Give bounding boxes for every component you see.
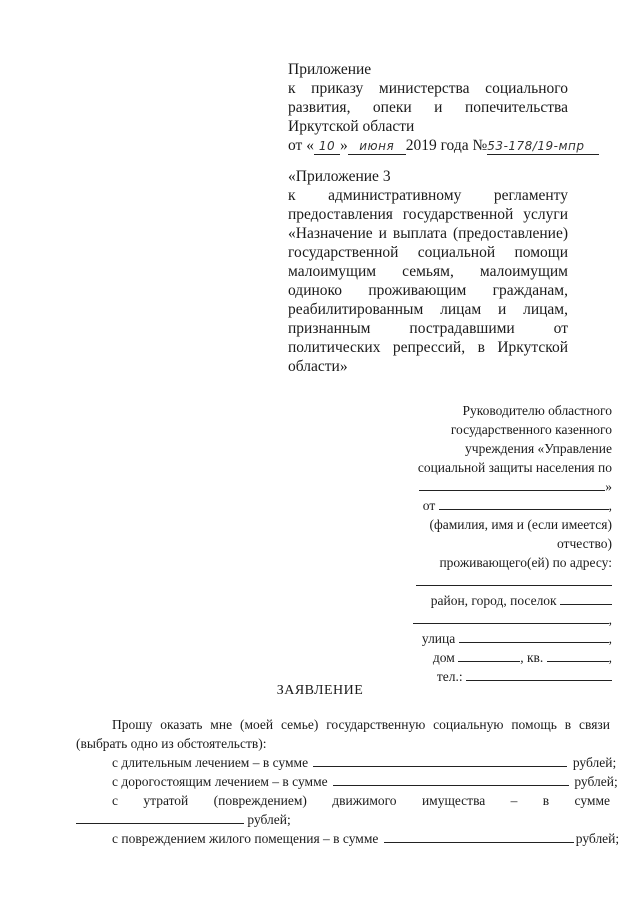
option-housing-damage[interactable] [76, 829, 620, 848]
phone-label: тел.: [436, 669, 463, 684]
document-title: ЗАЯВЛЕНИЕ [276, 683, 364, 698]
item3-word: имущества [421, 793, 486, 808]
appendix-line-2: развития, опеки и попечительства [288, 99, 568, 116]
name-hint: (фамилия, имя и (если имеется) [429, 517, 612, 532]
regulation-appendix-block [288, 167, 568, 376]
addressee-block [382, 401, 612, 686]
street-field[interactable]: улица , [421, 631, 612, 646]
option-property-loss[interactable] [76, 791, 610, 810]
appendix-line-3: Иркутской области [288, 118, 415, 135]
appendix-line-1: к приказу министерства социального [288, 80, 568, 97]
house-field[interactable]: дом , кв. , [432, 650, 612, 665]
addressee-line-4: социальной защиты населения по [417, 460, 612, 475]
department-name-field[interactable] [382, 477, 612, 496]
apt-label: , кв. [520, 650, 544, 665]
appendix-date-line [288, 136, 585, 155]
application-body [76, 715, 620, 848]
appendix-heading: Приложение [288, 61, 372, 78]
residing-label: проживающего(ей) по адресу: [439, 555, 612, 570]
item3-word: – [510, 793, 518, 808]
order-number-handwritten: 53-178/19-мпр [487, 139, 599, 155]
item4-label: с повреждением жилого помещения – в сумме [112, 831, 379, 846]
address-line-field[interactable] [382, 572, 612, 591]
rub-label: рублей; [247, 812, 291, 827]
item3-word: сумме [574, 793, 610, 808]
option-expensive-treatment[interactable] [76, 772, 618, 791]
addressee-line-2: государственного казенного [450, 422, 612, 437]
address-line-2-field[interactable]: , [382, 610, 612, 629]
appendix3-line: предоставления государственной услуги [288, 206, 568, 223]
option-property-amount-field[interactable] [76, 810, 610, 829]
date-day-handwritten: 10 [314, 139, 340, 155]
rub-label: рублей; [572, 755, 617, 770]
option-long-treatment[interactable] [76, 753, 617, 772]
appendix3-heading: «Приложение 3 [288, 168, 391, 185]
item1-label: с длительным лечением – в сумме [112, 755, 309, 770]
quote-close: » [605, 479, 612, 494]
appendix3-line: признанным пострадавшими от [288, 320, 568, 337]
name-hint-2: отчество) [556, 536, 612, 551]
date-month-handwritten: июня [348, 139, 406, 155]
district-field[interactable] [382, 591, 612, 610]
appendix3-line: политических репрессий, в Иркутской [288, 339, 568, 356]
rub-label: рублей; [574, 774, 618, 789]
date-prefix: от « [288, 137, 314, 154]
appendix3-line: государственной социальной помощи [288, 244, 568, 261]
item3-word: движимого [332, 793, 397, 808]
item3-word: утратой [143, 793, 189, 808]
item3-word: в [542, 793, 550, 808]
date-year: 2019 года № [405, 137, 488, 154]
item2-label: с дорогостоящим лечением – в сумме [112, 774, 328, 789]
date-sep: » [339, 137, 348, 154]
appendix3-line: малоимущим семьям, малоимущим [288, 263, 568, 280]
appendix3-line: «Назначение и выплата (предоставление) [288, 225, 568, 242]
street-label: улица [421, 631, 456, 646]
district-label: район, город, поселок [430, 593, 557, 608]
intro-paragraph: Прошу оказать мне (моей семье) государственную социальную помощь в связи (выбрать одно из обстоятельств): [76, 717, 610, 751]
appendix3-line: к административному регламенту [288, 187, 568, 204]
applicant-name-field[interactable]: от , [422, 498, 612, 513]
order-appendix-block [288, 60, 585, 155]
from-label: от [422, 498, 436, 513]
item3-word: (повреждением) [213, 793, 307, 808]
addressee-line-1: Руководителю областного [462, 403, 612, 418]
addressee-line-3: учреждения «Управление [465, 441, 612, 456]
rub-label: рублей; [575, 831, 620, 846]
appendix3-line: области» [288, 358, 348, 375]
house-label: дом [432, 650, 455, 665]
item3-word: с [112, 793, 118, 808]
appendix3-line: одиноко проживающим гражданам, [288, 282, 568, 299]
appendix3-line: реабилитированным лицам и лицам, [288, 301, 568, 318]
